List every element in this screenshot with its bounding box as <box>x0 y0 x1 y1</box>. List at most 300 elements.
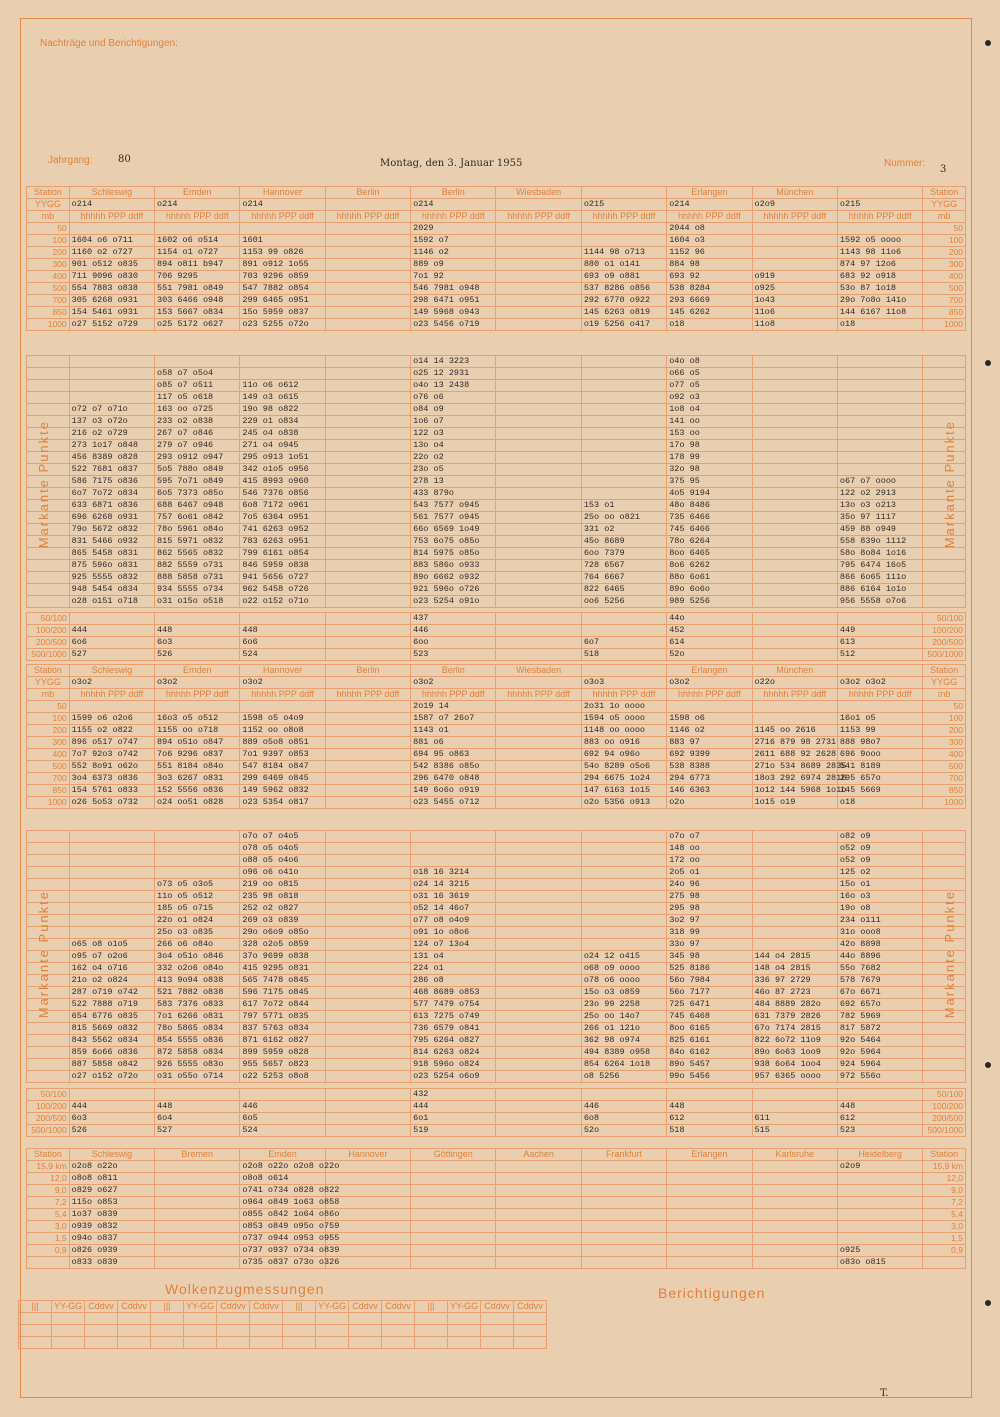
data-cell <box>325 939 410 951</box>
data-cell: 44o <box>667 613 752 625</box>
data-cell <box>496 1047 581 1059</box>
data-cell <box>581 1173 666 1185</box>
data-cell <box>837 440 922 452</box>
header-station-label: Station <box>27 187 70 199</box>
data-cell: 46o 87 2723 <box>752 987 837 999</box>
jahrgang-label: Jahrgang: <box>48 155 93 166</box>
data-cell: 6o7 <box>581 637 666 649</box>
data-cell <box>325 524 410 536</box>
data-cell: 859 6o66 o836 <box>69 1047 154 1059</box>
data-cell: o65 o8 o1o5 <box>69 939 154 951</box>
data-cell <box>69 392 154 404</box>
data-cell: 318 99 <box>667 927 752 939</box>
data-cell: o22 5253 o8o8 <box>240 1071 325 1083</box>
row-label: 0,9 <box>27 1245 70 1257</box>
data-cell <box>325 725 410 737</box>
data-cell: 874 97 12o6 <box>837 259 922 271</box>
data-cell: 846 5959 o838 <box>240 560 325 572</box>
sub-header: hhhhh PPP ddff <box>496 211 581 223</box>
row-label: 500 <box>27 283 70 295</box>
data-cell <box>240 701 325 713</box>
data-cell: o25 12 2931 <box>411 368 496 380</box>
data-cell <box>325 879 410 891</box>
data-cell <box>581 891 666 903</box>
data-cell: 891 o912 1o55 <box>240 259 325 271</box>
data-cell <box>581 1197 666 1209</box>
data-cell: 21o o2 o824 <box>69 975 154 987</box>
data-cell: 448 <box>667 1101 752 1113</box>
yygg-label: YYGG <box>27 199 70 211</box>
row-label-right <box>923 392 966 404</box>
data-cell <box>752 915 837 927</box>
row-label-right <box>923 867 966 879</box>
data-cell <box>496 1245 581 1257</box>
data-cell: 692 94 o96o <box>581 749 666 761</box>
data-cell <box>496 392 581 404</box>
sub-header: hhhhh PPP ddff <box>325 689 410 701</box>
data-cell: o31 o55o o714 <box>155 1071 240 1083</box>
data-cell: 2o5 o1 <box>667 867 752 879</box>
data-cell: 16o o3 <box>837 891 922 903</box>
data-cell: 745 6466 <box>667 524 752 536</box>
data-cell: 448 <box>240 625 325 637</box>
row-label <box>27 392 70 404</box>
data-cell <box>325 1047 410 1059</box>
data-cell <box>496 1101 581 1113</box>
row-label-right: 1,5 <box>923 1233 966 1245</box>
row-label-right <box>923 831 966 843</box>
station-name: Schleswig <box>69 665 154 677</box>
data-cell: 305 6268 o931 <box>69 295 154 307</box>
data-cell: 522 7681 o837 <box>69 464 154 476</box>
data-cell <box>496 1035 581 1047</box>
data-cell: 448 <box>837 1101 922 1113</box>
data-cell <box>496 271 581 283</box>
data-cell: 2611 688 92 2628 <box>752 749 837 761</box>
header-station-label-right: Station <box>923 1149 966 1161</box>
data-cell: 925 5555 o832 <box>69 572 154 584</box>
data-cell: 29o 7o8o 141o <box>837 295 922 307</box>
data-cell <box>752 613 837 625</box>
data-cell: 886 6164 1o1o <box>837 584 922 596</box>
data-cell: 178 99 <box>667 452 752 464</box>
data-cell: 586 7175 o836 <box>69 476 154 488</box>
data-cell <box>581 1209 666 1221</box>
data-cell <box>752 855 837 867</box>
data-cell <box>496 368 581 380</box>
data-cell: 1146 o2 <box>411 247 496 259</box>
data-cell <box>667 1185 752 1197</box>
data-cell: 295 98 <box>667 903 752 915</box>
data-cell: 972 556o <box>837 1071 922 1083</box>
station-name: Berlin <box>325 665 410 677</box>
data-cell: o853 o849 o95o o759 <box>240 1221 325 1233</box>
data-cell: o68 o9 oooo <box>581 963 666 975</box>
data-cell: 1o12 144 5968 1o1o <box>752 785 837 797</box>
cloud-cell <box>283 1313 316 1325</box>
data-cell: 149 5968 o943 <box>411 307 496 319</box>
cloud-col-header: YY-GG <box>52 1301 85 1313</box>
row-label <box>27 560 70 572</box>
data-cell: 1145 oo 2616 <box>752 725 837 737</box>
data-cell <box>69 1089 154 1101</box>
data-cell: o4o 13 2438 <box>411 380 496 392</box>
station-name <box>581 187 666 199</box>
data-cell: 899 5959 o828 <box>240 1047 325 1059</box>
data-cell: 122 o2 2913 <box>837 488 922 500</box>
data-cell <box>325 464 410 476</box>
data-cell: 888 98o7 <box>837 737 922 749</box>
data-cell: 1601 <box>240 235 325 247</box>
data-cell <box>496 749 581 761</box>
row-label <box>27 1023 70 1035</box>
data-cell: o52 14 46o7 <box>411 903 496 915</box>
data-cell: 328 o2o5 o859 <box>240 939 325 951</box>
data-cell: o28 o151 o718 <box>69 596 154 608</box>
data-cell: o82 o9 <box>837 831 922 843</box>
data-cell: 825 6161 <box>667 1035 752 1047</box>
row-label-right <box>923 843 966 855</box>
cloud-cell <box>349 1313 382 1325</box>
station-name: Emden <box>240 1149 325 1161</box>
cloud-cell <box>481 1313 514 1325</box>
data-cell <box>581 1185 666 1197</box>
data-cell <box>155 1185 240 1197</box>
data-cell: 512 <box>837 649 922 661</box>
data-cell: 6o8 7172 o961 <box>240 500 325 512</box>
row-label: 200 <box>27 247 70 259</box>
data-cell <box>752 831 837 843</box>
data-cell: 565 7478 o845 <box>240 975 325 987</box>
data-cell <box>496 235 581 247</box>
data-cell: o77 o8 o4o9 <box>411 915 496 927</box>
station-name: Berlin <box>325 187 410 199</box>
station-name: Erlangen <box>667 1149 752 1161</box>
data-cell <box>411 1173 496 1185</box>
data-cell <box>581 903 666 915</box>
data-cell: 375 95 <box>667 476 752 488</box>
data-cell <box>837 1173 922 1185</box>
data-cell: 444 <box>69 625 154 637</box>
station-name: Emden <box>155 665 240 677</box>
data-cell <box>325 649 410 661</box>
data-cell: 614 <box>667 637 752 649</box>
data-cell: o91 1o o8o6 <box>411 927 496 939</box>
data-cell: 23o 99 2258 <box>581 999 666 1011</box>
data-cell <box>240 613 325 625</box>
sub-header: hhhhh PPP ddff <box>411 211 496 223</box>
data-cell: 2044 o8 <box>667 223 752 235</box>
data-cell: 67o 7174 2815 <box>752 1023 837 1035</box>
data-cell <box>496 524 581 536</box>
data-cell: 415 9295 o831 <box>240 963 325 975</box>
data-cell <box>411 1197 496 1209</box>
data-cell: o26 5o53 o732 <box>69 797 154 809</box>
sub-header: hhhhh PPP ddff <box>240 211 325 223</box>
data-cell <box>496 295 581 307</box>
row-label: 700 <box>27 773 70 785</box>
data-cell: 448 <box>155 1101 240 1113</box>
yygg-value <box>325 199 410 211</box>
data-cell <box>325 548 410 560</box>
data-cell <box>752 939 837 951</box>
row-label-right <box>923 1047 966 1059</box>
row-label: 100 <box>27 713 70 725</box>
station-name: Aachen <box>496 1149 581 1161</box>
data-cell: 882 5559 o731 <box>155 560 240 572</box>
row-label-right: 12,0 <box>923 1173 966 1185</box>
data-cell: 631 7379 2826 <box>752 1011 837 1023</box>
data-cell <box>496 797 581 809</box>
data-cell <box>496 737 581 749</box>
data-cell <box>752 259 837 271</box>
data-cell <box>325 891 410 903</box>
row-label <box>27 867 70 879</box>
data-cell <box>325 637 410 649</box>
data-cell <box>325 356 410 368</box>
data-cell: 345 98 <box>667 951 752 963</box>
data-cell: 524 <box>240 649 325 661</box>
data-cell: 84o 6162 <box>667 1047 752 1059</box>
data-cell <box>752 392 837 404</box>
data-cell: o2o8 o22o o2o8 o22o <box>240 1161 325 1173</box>
data-cell: 866 6o65 111o <box>837 572 922 584</box>
data-cell: 89o 6662 o932 <box>411 572 496 584</box>
data-cell: 275 98 <box>667 891 752 903</box>
data-cell: 753 6o75 o85o <box>411 536 496 548</box>
data-cell: o939 o832 <box>69 1221 154 1233</box>
data-cell <box>69 368 154 380</box>
data-cell: 99o 5456 <box>667 1071 752 1083</box>
data-cell <box>325 1023 410 1035</box>
row-label-right: 200 <box>923 725 966 737</box>
data-cell: 728 6567 <box>581 560 666 572</box>
data-cell <box>581 831 666 843</box>
data-cell <box>752 488 837 500</box>
data-cell: 7o5 6364 o951 <box>240 512 325 524</box>
data-cell <box>496 649 581 661</box>
data-cell <box>325 975 410 987</box>
data-cell <box>411 843 496 855</box>
row-label-right: 5,4 <box>923 1209 966 1221</box>
sub-header: hhhhh PPP ddff <box>581 211 666 223</box>
row-label <box>27 855 70 867</box>
data-cell: o78 o5 o4o5 <box>240 843 325 855</box>
data-cell <box>581 1233 666 1245</box>
data-cell <box>496 452 581 464</box>
punch-hole <box>985 360 991 366</box>
cloud-col-header: Cddvv <box>85 1301 118 1313</box>
data-cell <box>496 963 581 975</box>
data-cell: 612 <box>837 1113 922 1125</box>
yygg-value: o3o3 <box>581 677 666 689</box>
data-cell <box>837 452 922 464</box>
data-cell: 1152 96 <box>667 247 752 259</box>
data-cell <box>496 584 581 596</box>
data-cell: 145 6262 <box>667 307 752 319</box>
data-cell <box>581 1245 666 1257</box>
data-cell: 298 6471 o951 <box>411 295 496 307</box>
data-cell: 11o6 <box>752 307 837 319</box>
data-cell: o72 o7 o71o <box>69 404 154 416</box>
data-cell: 147 6163 1o15 <box>581 785 666 797</box>
data-cell: 524 <box>240 1125 325 1137</box>
data-cell <box>155 855 240 867</box>
data-cell <box>837 1209 922 1221</box>
data-cell: 817 5872 <box>837 1023 922 1035</box>
sub-header: hhhhh PPP ddff <box>667 211 752 223</box>
data-cell <box>581 368 666 380</box>
data-cell <box>496 440 581 452</box>
data-cell: 449 <box>837 625 922 637</box>
data-cell <box>581 416 666 428</box>
cloud-col-header: Cddvv <box>349 1301 382 1313</box>
data-cell <box>325 831 410 843</box>
data-cell: 745 6468 <box>667 1011 752 1023</box>
data-cell: o18 <box>837 797 922 809</box>
data-cell <box>155 1161 240 1173</box>
data-cell <box>155 701 240 713</box>
cloud-cell <box>151 1313 184 1325</box>
data-cell <box>496 773 581 785</box>
data-cell: 837 5763 o834 <box>240 1023 325 1035</box>
cloud-cell <box>250 1313 283 1325</box>
data-cell: 596 7175 o845 <box>240 987 325 999</box>
data-cell: 3o4 6373 o836 <box>69 773 154 785</box>
yygg-value: o3o2 <box>240 677 325 689</box>
row-label-right: 850 <box>923 785 966 797</box>
data-cell <box>752 713 837 725</box>
data-cell <box>155 1197 240 1209</box>
data-cell: 279 o7 o946 <box>155 440 240 452</box>
data-cell: 883 oo o916 <box>581 737 666 749</box>
data-cell <box>496 356 581 368</box>
data-cell: o85 o7 o511 <box>155 380 240 392</box>
data-cell <box>667 1161 752 1173</box>
data-cell: o52 o9 <box>837 855 922 867</box>
station-name: Hannover <box>240 187 325 199</box>
data-cell: 295 o913 1o51 <box>240 452 325 464</box>
data-cell: 6o8 <box>581 1113 666 1125</box>
data-cell <box>325 1173 410 1185</box>
yygg-value: o215 <box>581 199 666 211</box>
cloud-cell <box>316 1325 349 1337</box>
row-label-right: 1000 <box>923 797 966 809</box>
data-cell <box>752 1221 837 1233</box>
data-cell: 543 7577 o945 <box>411 500 496 512</box>
data-cell: 8oo 6165 <box>667 1023 752 1035</box>
cloud-col-header: ||| <box>151 1301 184 1313</box>
data-cell: 17o 98 <box>667 440 752 452</box>
cloud-cell <box>118 1313 151 1325</box>
data-cell <box>325 737 410 749</box>
data-cell: 296 6470 o848 <box>411 773 496 785</box>
data-cell <box>325 1125 410 1137</box>
data-cell <box>496 999 581 1011</box>
data-cell: o23 5254 o91o <box>411 596 496 608</box>
yygg-value: o3o2 <box>667 677 752 689</box>
row-label-right: 50/100 <box>923 613 966 625</box>
sub-header: hhhhh PPP ddff <box>667 689 752 701</box>
data-cell: o925 <box>837 1245 922 1257</box>
row-label-right: 100 <box>923 713 966 725</box>
data-cell: 6o4 <box>155 1113 240 1125</box>
sub-header: hhhhh PPP ddff <box>155 211 240 223</box>
row-label: 500 <box>27 761 70 773</box>
data-cell <box>325 915 410 927</box>
row-label-right: 3,0 <box>923 1221 966 1233</box>
row-label: 400 <box>27 749 70 761</box>
data-cell: 1o6 o7 <box>411 416 496 428</box>
cloud-cell <box>85 1313 118 1325</box>
data-cell: 6oo 7379 <box>581 548 666 560</box>
data-cell: 54o 8289 o5o6 <box>581 761 666 773</box>
data-cell: 795 6264 o827 <box>411 1035 496 1047</box>
data-cell: 29o o6o9 o85o <box>240 927 325 939</box>
cloud-cell <box>382 1313 415 1325</box>
data-cell <box>496 1197 581 1209</box>
data-cell: o23 5254 o6o9 <box>411 1071 496 1083</box>
data-cell <box>496 488 581 500</box>
data-cell: 48o 8486 <box>667 500 752 512</box>
data-cell: 149 6o6o o919 <box>411 785 496 797</box>
data-cell <box>752 1233 837 1245</box>
station-name: München <box>752 665 837 677</box>
data-cell: 518 <box>581 649 666 661</box>
data-cell: 299 6465 o951 <box>240 295 325 307</box>
data-cell <box>496 1161 581 1173</box>
data-cell <box>496 476 581 488</box>
data-cell <box>325 452 410 464</box>
station-name: Emden <box>155 187 240 199</box>
data-cell: 7o1 92 <box>411 271 496 283</box>
yygg-value: o215 <box>837 199 922 211</box>
data-cell <box>155 1245 240 1257</box>
data-cell: 613 <box>837 637 922 649</box>
data-cell: 468 8689 o853 <box>411 987 496 999</box>
data-cell: 815 5971 o832 <box>155 536 240 548</box>
data-cell: 4o5 9194 <box>667 488 752 500</box>
data-cell: 1599 o6 o2o6 <box>69 713 154 725</box>
data-cell: o829 o627 <box>69 1185 154 1197</box>
data-cell: 558 839o 1112 <box>837 536 922 548</box>
data-cell: 415 8993 o960 <box>240 476 325 488</box>
data-cell <box>69 891 154 903</box>
data-cell <box>496 1023 581 1035</box>
station-name <box>837 187 922 199</box>
data-cell <box>496 831 581 843</box>
data-cell: 3o2 97 <box>667 915 752 927</box>
data-cell <box>496 1257 581 1269</box>
data-cell: 577 7479 o754 <box>411 999 496 1011</box>
data-cell <box>325 572 410 584</box>
data-cell: 611 <box>752 1113 837 1125</box>
data-cell <box>240 368 325 380</box>
data-cell <box>752 1185 837 1197</box>
cloud-cell <box>250 1325 283 1337</box>
data-cell: 11o8 <box>752 319 837 331</box>
nummer-value: 3 <box>940 164 947 175</box>
data-cell <box>496 1185 581 1197</box>
data-cell: 229 o1 o834 <box>240 416 325 428</box>
jahrgang-value: 80 <box>118 154 131 165</box>
data-cell <box>496 500 581 512</box>
data-cell <box>496 701 581 713</box>
row-label-right <box>923 855 966 867</box>
row-label: 1000 <box>27 797 70 809</box>
data-cell <box>325 428 410 440</box>
data-cell <box>667 1089 752 1101</box>
